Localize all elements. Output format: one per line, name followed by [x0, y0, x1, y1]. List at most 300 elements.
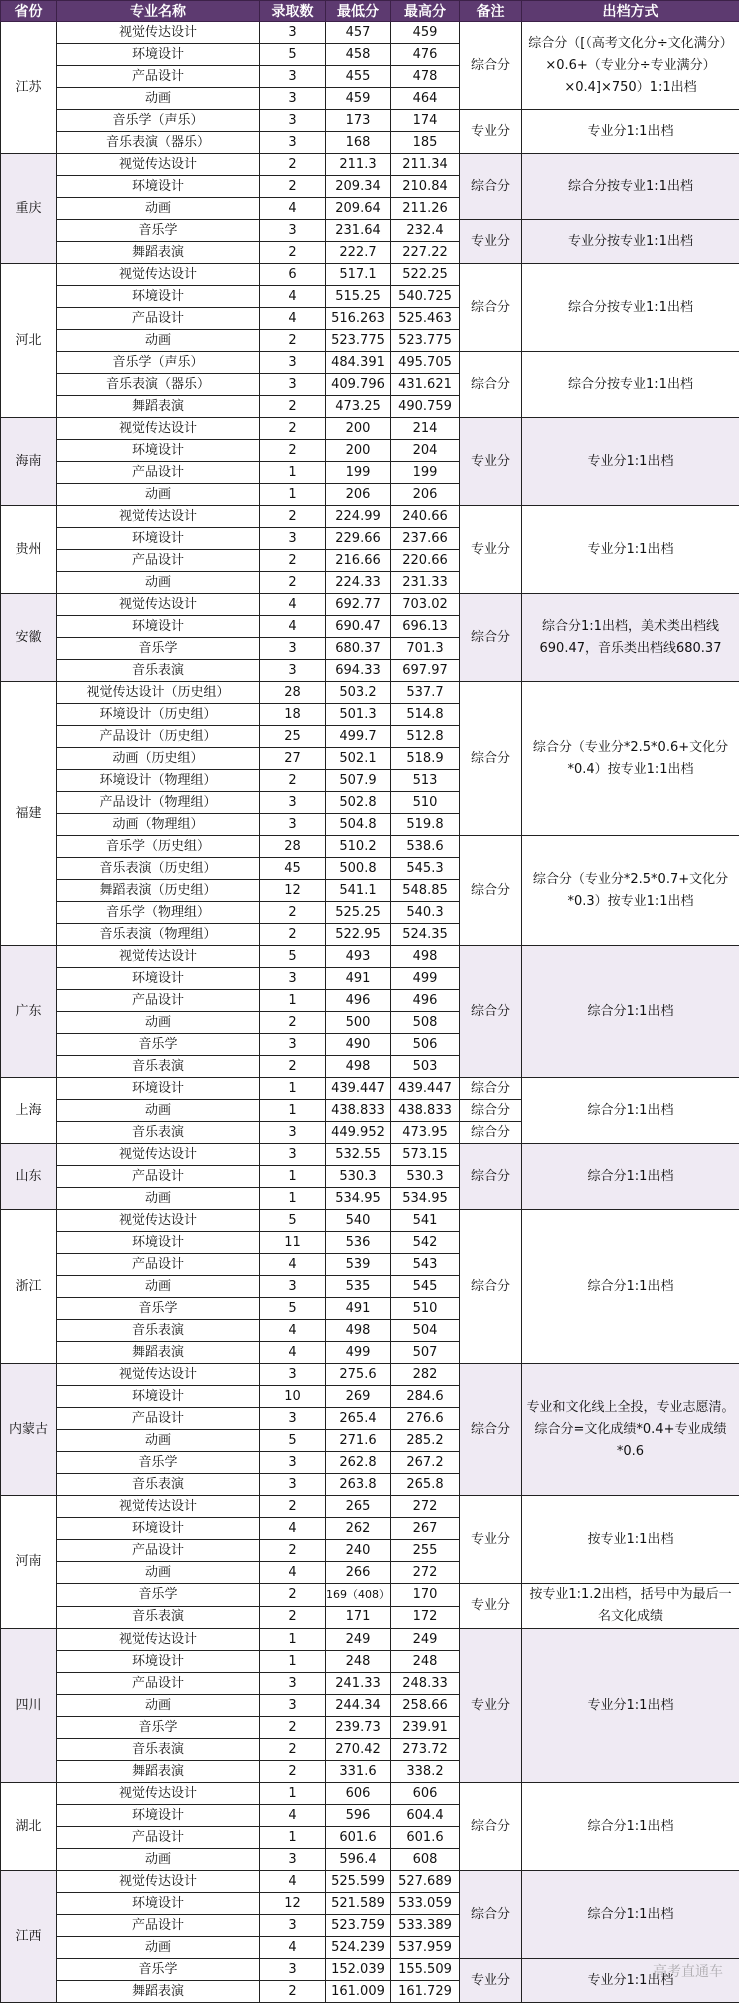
count-cell: 3 [260, 1849, 326, 1871]
count-cell: 2 [260, 506, 326, 528]
table-row [1, 1078, 739, 1100]
min-score-cell: 540 [326, 1210, 391, 1232]
header-count: 录取数 [260, 1, 326, 22]
header-note: 备注 [460, 1, 522, 22]
max-score-cell: 439.447 [391, 1078, 460, 1100]
min-score-cell: 231.64 [326, 220, 391, 242]
count-cell: 2 [260, 154, 326, 176]
count-cell: 25 [260, 726, 326, 748]
max-score-cell: 206 [391, 484, 460, 506]
major-cell: 动画 [57, 88, 260, 110]
table-row [1, 220, 739, 242]
max-score-cell: 548.85 [391, 880, 460, 902]
max-score-cell: 527.689 [391, 1871, 460, 1893]
count-cell: 2 [260, 1584, 326, 1607]
count-cell: 1 [260, 1629, 326, 1651]
note-cell: 专业分 [460, 418, 522, 506]
header-province: 省份 [1, 1, 57, 22]
min-score-cell: 536 [326, 1232, 391, 1254]
major-cell: 产品设计 [57, 462, 260, 484]
note-cell: 综合分 [460, 1078, 522, 1100]
min-score-cell: 484.391 [326, 352, 391, 374]
major-cell: 环境设计 [57, 286, 260, 308]
note-cell: 综合分 [460, 946, 522, 1078]
header-major: 专业名称 [57, 1, 260, 22]
min-score-cell: 224.99 [326, 506, 391, 528]
count-cell: 11 [260, 1232, 326, 1254]
province-cell: 安徽 [1, 594, 57, 682]
min-score-cell: 499 [326, 1342, 391, 1364]
major-cell: 环境设计 [57, 1651, 260, 1673]
major-cell: 音乐表演 [57, 1739, 260, 1761]
count-cell: 4 [260, 286, 326, 308]
min-score-cell: 168 [326, 132, 391, 154]
min-score-cell: 517.1 [326, 264, 391, 286]
max-score-cell: 199 [391, 462, 460, 484]
min-score-cell: 525.25 [326, 902, 391, 924]
count-cell: 2 [260, 770, 326, 792]
count-cell: 5 [260, 1210, 326, 1232]
count-cell: 3 [260, 1408, 326, 1430]
max-score-cell: 272 [391, 1562, 460, 1584]
count-cell: 5 [260, 1298, 326, 1320]
method-cell: 综合分1:1出档 [522, 1144, 739, 1210]
count-cell: 3 [260, 1474, 326, 1496]
major-cell: 音乐学（历史组） [57, 836, 260, 858]
count-cell: 6 [260, 264, 326, 286]
major-cell: 视觉传达设计 [57, 264, 260, 286]
max-score-cell: 510 [391, 792, 460, 814]
max-score-cell: 285.2 [391, 1430, 460, 1452]
min-score-cell: 200 [326, 440, 391, 462]
min-score-cell: 266 [326, 1562, 391, 1584]
major-cell: 视觉传达设计 [57, 594, 260, 616]
count-cell: 3 [260, 1122, 326, 1144]
max-score-cell: 508 [391, 1012, 460, 1034]
major-cell: 视觉传达设计 [57, 22, 260, 44]
table-row [1, 264, 739, 286]
max-score-cell: 514.8 [391, 704, 460, 726]
method-cell: 专业分1:1出档 [522, 506, 739, 594]
count-cell: 4 [260, 594, 326, 616]
major-cell: 环境设计 [57, 528, 260, 550]
max-score-cell: 272 [391, 1496, 460, 1518]
max-score-cell: 530.3 [391, 1166, 460, 1188]
note-cell: 综合分 [460, 1122, 522, 1144]
min-score-cell: 524.239 [326, 1937, 391, 1959]
major-cell: 动画 [57, 1012, 260, 1034]
max-score-cell: 211.26 [391, 198, 460, 220]
method-cell: 按专业1:1出档 [522, 1496, 739, 1584]
count-cell: 4 [260, 1871, 326, 1893]
max-score-cell: 496 [391, 990, 460, 1012]
count-cell: 28 [260, 682, 326, 704]
major-cell: 音乐表演 [57, 1122, 260, 1144]
count-cell: 2 [260, 418, 326, 440]
major-cell: 音乐学（物理组） [57, 902, 260, 924]
min-score-cell: 606 [326, 1783, 391, 1805]
max-score-cell: 504 [391, 1320, 460, 1342]
max-score-cell: 282 [391, 1364, 460, 1386]
major-cell: 产品设计 [57, 990, 260, 1012]
note-cell: 专业分 [460, 1959, 522, 2003]
max-score-cell: 248.33 [391, 1673, 460, 1695]
min-score-cell: 211.3 [326, 154, 391, 176]
major-cell: 视觉传达设计 [57, 1144, 260, 1166]
method-cell: 综合分（专业分*2.5*0.6+文化分*0.4）按专业1:1出档 [522, 682, 739, 836]
max-score-cell: 545.3 [391, 858, 460, 880]
max-score-cell: 601.6 [391, 1827, 460, 1849]
count-cell: 3 [260, 1915, 326, 1937]
count-cell: 4 [260, 308, 326, 330]
max-score-cell: 540.3 [391, 902, 460, 924]
major-cell: 动画 [57, 1430, 260, 1452]
max-score-cell: 541 [391, 1210, 460, 1232]
count-cell: 1 [260, 990, 326, 1012]
min-score-cell: 222.7 [326, 242, 391, 264]
count-cell: 1 [260, 1651, 326, 1673]
min-score-cell: 503.2 [326, 682, 391, 704]
count-cell: 2 [260, 1606, 326, 1629]
major-cell: 音乐学 [57, 1959, 260, 1981]
max-score-cell: 499 [391, 968, 460, 990]
max-score-cell: 473.95 [391, 1122, 460, 1144]
max-score-cell: 543 [391, 1254, 460, 1276]
count-cell: 3 [260, 792, 326, 814]
major-cell: 环境设计 [57, 1893, 260, 1915]
min-score-cell: 457 [326, 22, 391, 44]
max-score-cell: 231.33 [391, 572, 460, 594]
major-cell: 环境设计 [57, 1518, 260, 1540]
max-score-cell: 267.2 [391, 1452, 460, 1474]
max-score-cell: 507 [391, 1342, 460, 1364]
min-score-cell: 532.55 [326, 1144, 391, 1166]
count-cell: 12 [260, 880, 326, 902]
count-cell: 4 [260, 1518, 326, 1540]
min-score-cell: 169（408） [326, 1584, 391, 1607]
province-cell: 江苏 [1, 22, 57, 154]
min-score-cell: 502.1 [326, 748, 391, 770]
count-cell: 3 [260, 88, 326, 110]
major-cell: 舞蹈表演 [57, 1761, 260, 1783]
count-cell: 2 [260, 924, 326, 946]
province-cell: 河南 [1, 1496, 57, 1629]
min-score-cell: 265 [326, 1496, 391, 1518]
method-cell: 专业分1:1出档 [522, 110, 739, 154]
count-cell: 1 [260, 1166, 326, 1188]
count-cell: 10 [260, 1386, 326, 1408]
major-cell: 环境设计 [57, 1386, 260, 1408]
table-row [1, 1210, 739, 1232]
province-cell: 浙江 [1, 1210, 57, 1364]
major-cell: 视觉传达设计 [57, 1783, 260, 1805]
count-cell: 2 [260, 440, 326, 462]
min-score-cell: 680.37 [326, 638, 391, 660]
major-cell: 产品设计（历史组） [57, 726, 260, 748]
min-score-cell: 510.2 [326, 836, 391, 858]
major-cell: 音乐学 [57, 220, 260, 242]
min-score-cell: 459 [326, 88, 391, 110]
max-score-cell: 519.8 [391, 814, 460, 836]
table-row [1, 1364, 739, 1386]
province-cell: 湖北 [1, 1783, 57, 1871]
province-cell: 福建 [1, 682, 57, 946]
max-score-cell: 265.8 [391, 1474, 460, 1496]
min-score-cell: 491 [326, 1298, 391, 1320]
table-row [1, 1629, 739, 1651]
count-cell: 3 [260, 1959, 326, 1981]
count-cell: 3 [260, 1144, 326, 1166]
table-row [1, 1144, 739, 1166]
major-cell: 产品设计 [57, 1408, 260, 1430]
min-score-cell: 692.77 [326, 594, 391, 616]
max-score-cell: 606 [391, 1783, 460, 1805]
min-score-cell: 209.64 [326, 198, 391, 220]
table-row [1, 352, 739, 374]
count-cell: 18 [260, 704, 326, 726]
note-cell: 综合分 [460, 1364, 522, 1496]
province-cell: 海南 [1, 418, 57, 506]
max-score-cell: 533.389 [391, 1915, 460, 1937]
min-score-cell: 523.775 [326, 330, 391, 352]
count-cell: 3 [260, 638, 326, 660]
max-score-cell: 227.22 [391, 242, 460, 264]
min-score-cell: 690.47 [326, 616, 391, 638]
count-cell: 3 [260, 374, 326, 396]
count-cell: 3 [260, 110, 326, 132]
count-cell: 3 [260, 132, 326, 154]
table-row [1, 22, 739, 44]
major-cell: 动画 [57, 1695, 260, 1717]
min-score-cell: 596.4 [326, 1849, 391, 1871]
major-cell: 音乐表演 [57, 1320, 260, 1342]
max-score-cell: 534.95 [391, 1188, 460, 1210]
method-cell: 综合分（[（高考文化分÷文化满分）×0.6+（专业分÷专业满分）×0.4]×750）1:1出档 [522, 22, 739, 110]
max-score-cell: 490.759 [391, 396, 460, 418]
province-cell: 广东 [1, 946, 57, 1078]
method-cell: 综合分1:1出档，美术类出档线690.47，音乐类出档线680.37 [522, 594, 739, 682]
major-cell: 视觉传达设计 [57, 1629, 260, 1651]
method-cell: 综合分1:1出档 [522, 1078, 739, 1144]
method-cell: 专业分1:1出档 [522, 1959, 739, 2003]
max-score-cell: 284.6 [391, 1386, 460, 1408]
min-score-cell: 499.7 [326, 726, 391, 748]
note-cell: 综合分 [460, 264, 522, 352]
major-cell: 产品设计 [57, 1673, 260, 1695]
min-score-cell: 244.34 [326, 1695, 391, 1717]
max-score-cell: 204 [391, 440, 460, 462]
major-cell: 动画 [57, 1100, 260, 1122]
major-cell: 环境设计 [57, 44, 260, 66]
count-cell: 5 [260, 1430, 326, 1452]
min-score-cell: 458 [326, 44, 391, 66]
major-cell: 视觉传达设计 [57, 418, 260, 440]
major-cell: 动画 [57, 1188, 260, 1210]
max-score-cell: 185 [391, 132, 460, 154]
min-score-cell: 500.8 [326, 858, 391, 880]
count-cell: 2 [260, 1540, 326, 1562]
max-score-cell: 522.25 [391, 264, 460, 286]
major-cell: 音乐学 [57, 1034, 260, 1056]
count-cell: 3 [260, 1452, 326, 1474]
note-cell: 专业分 [460, 1496, 522, 1584]
major-cell: 舞蹈表演 [57, 1342, 260, 1364]
max-score-cell: 431.621 [391, 374, 460, 396]
count-cell: 1 [260, 1188, 326, 1210]
min-score-cell: 439.447 [326, 1078, 391, 1100]
note-cell: 专业分 [460, 110, 522, 154]
min-score-cell: 409.796 [326, 374, 391, 396]
count-cell: 2 [260, 1056, 326, 1078]
count-cell: 2 [260, 176, 326, 198]
max-score-cell: 232.4 [391, 220, 460, 242]
count-cell: 3 [260, 814, 326, 836]
major-cell: 环境设计 [57, 440, 260, 462]
major-cell: 音乐学 [57, 1298, 260, 1320]
major-cell: 产品设计 [57, 1254, 260, 1276]
count-cell: 1 [260, 462, 326, 484]
method-cell: 综合分按专业1:1出档 [522, 264, 739, 352]
major-cell: 音乐表演 [57, 660, 260, 682]
major-cell: 动画 [57, 1937, 260, 1959]
note-cell: 综合分 [460, 682, 522, 836]
major-cell: 动画 [57, 330, 260, 352]
method-cell: 专业分1:1出档 [522, 1629, 739, 1783]
count-cell: 3 [260, 66, 326, 88]
min-score-cell: 216.66 [326, 550, 391, 572]
min-score-cell: 270.42 [326, 1739, 391, 1761]
count-cell: 27 [260, 748, 326, 770]
count-cell: 5 [260, 946, 326, 968]
major-cell: 环境设计 [57, 968, 260, 990]
note-cell: 专业分 [460, 1629, 522, 1783]
min-score-cell: 269 [326, 1386, 391, 1408]
major-cell: 产品设计 [57, 1915, 260, 1937]
major-cell: 视觉传达设计 [57, 1496, 260, 1518]
count-cell: 3 [260, 22, 326, 44]
header-max-score: 最高分 [391, 1, 460, 22]
min-score-cell: 491 [326, 968, 391, 990]
min-score-cell: 455 [326, 66, 391, 88]
count-cell: 12 [260, 1893, 326, 1915]
max-score-cell: 573.15 [391, 1144, 460, 1166]
max-score-cell: 170 [391, 1584, 460, 1607]
major-cell: 动画（历史组） [57, 748, 260, 770]
min-score-cell: 275.6 [326, 1364, 391, 1386]
note-cell: 综合分 [460, 594, 522, 682]
min-score-cell: 596 [326, 1805, 391, 1827]
min-score-cell: 173 [326, 110, 391, 132]
min-score-cell: 502.8 [326, 792, 391, 814]
major-cell: 产品设计（物理组） [57, 792, 260, 814]
table-row [1, 594, 739, 616]
count-cell: 3 [260, 968, 326, 990]
min-score-cell: 493 [326, 946, 391, 968]
major-cell: 产品设计 [57, 66, 260, 88]
province-cell: 山东 [1, 1144, 57, 1210]
max-score-cell: 538.6 [391, 836, 460, 858]
table-row [1, 154, 739, 176]
max-score-cell: 438.833 [391, 1100, 460, 1122]
max-score-cell: 240.66 [391, 506, 460, 528]
count-cell: 1 [260, 1100, 326, 1122]
min-score-cell: 534.95 [326, 1188, 391, 1210]
province-cell: 四川 [1, 1629, 57, 1783]
note-cell: 综合分 [460, 836, 522, 946]
major-cell: 环境设计 [57, 1078, 260, 1100]
header-method: 出档方式 [522, 1, 739, 22]
max-score-cell: 220.66 [391, 550, 460, 572]
max-score-cell: 703.02 [391, 594, 460, 616]
count-cell: 3 [260, 660, 326, 682]
note-cell: 综合分 [460, 1144, 522, 1210]
min-score-cell: 498 [326, 1056, 391, 1078]
min-score-cell: 523.759 [326, 1915, 391, 1937]
major-cell: 视觉传达设计 [57, 946, 260, 968]
min-score-cell: 490 [326, 1034, 391, 1056]
major-cell: 音乐学 [57, 1584, 260, 1607]
count-cell: 3 [260, 1695, 326, 1717]
table-row [1, 1871, 739, 1893]
major-cell: 音乐学 [57, 1452, 260, 1474]
table-body [1, 22, 739, 2003]
min-score-cell: 224.33 [326, 572, 391, 594]
min-score-cell: 171 [326, 1606, 391, 1629]
min-score-cell: 239.73 [326, 1717, 391, 1739]
method-cell: 专业和文化线上全投，专业志愿清。综合分=文化成绩*0.4+专业成绩*0.6 [522, 1364, 739, 1496]
method-cell: 综合分1:1出档 [522, 1210, 739, 1364]
count-cell: 2 [260, 1012, 326, 1034]
note-cell: 专业分 [460, 506, 522, 594]
major-cell: 音乐表演 [57, 1056, 260, 1078]
major-cell: 动画 [57, 484, 260, 506]
province-cell: 河北 [1, 264, 57, 418]
count-cell: 4 [260, 1342, 326, 1364]
major-cell: 视觉传达设计 [57, 154, 260, 176]
min-score-cell: 694.33 [326, 660, 391, 682]
major-cell: 音乐表演（物理组） [57, 924, 260, 946]
major-cell: 音乐学 [57, 638, 260, 660]
major-cell: 音乐学 [57, 1717, 260, 1739]
min-score-cell: 206 [326, 484, 391, 506]
max-score-cell: 498 [391, 946, 460, 968]
count-cell: 3 [260, 1034, 326, 1056]
count-cell: 1 [260, 1827, 326, 1849]
max-score-cell: 258.66 [391, 1695, 460, 1717]
min-score-cell: 262.8 [326, 1452, 391, 1474]
min-score-cell: 601.6 [326, 1827, 391, 1849]
min-score-cell: 535 [326, 1276, 391, 1298]
max-score-cell: 211.34 [391, 154, 460, 176]
min-score-cell: 209.34 [326, 176, 391, 198]
province-cell: 重庆 [1, 154, 57, 264]
min-score-cell: 263.8 [326, 1474, 391, 1496]
max-score-cell: 701.3 [391, 638, 460, 660]
province-cell: 内蒙古 [1, 1364, 57, 1496]
min-score-cell: 521.589 [326, 1893, 391, 1915]
max-score-cell: 255 [391, 1540, 460, 1562]
max-score-cell: 524.35 [391, 924, 460, 946]
max-score-cell: 155.509 [391, 1959, 460, 1981]
count-cell: 4 [260, 1254, 326, 1276]
table-row [1, 418, 739, 440]
method-cell: 综合分1:1出档 [522, 1783, 739, 1871]
count-cell: 2 [260, 1761, 326, 1783]
count-cell: 2 [260, 1981, 326, 2003]
header-row [1, 1, 739, 22]
count-cell: 2 [260, 1717, 326, 1739]
count-cell: 2 [260, 242, 326, 264]
